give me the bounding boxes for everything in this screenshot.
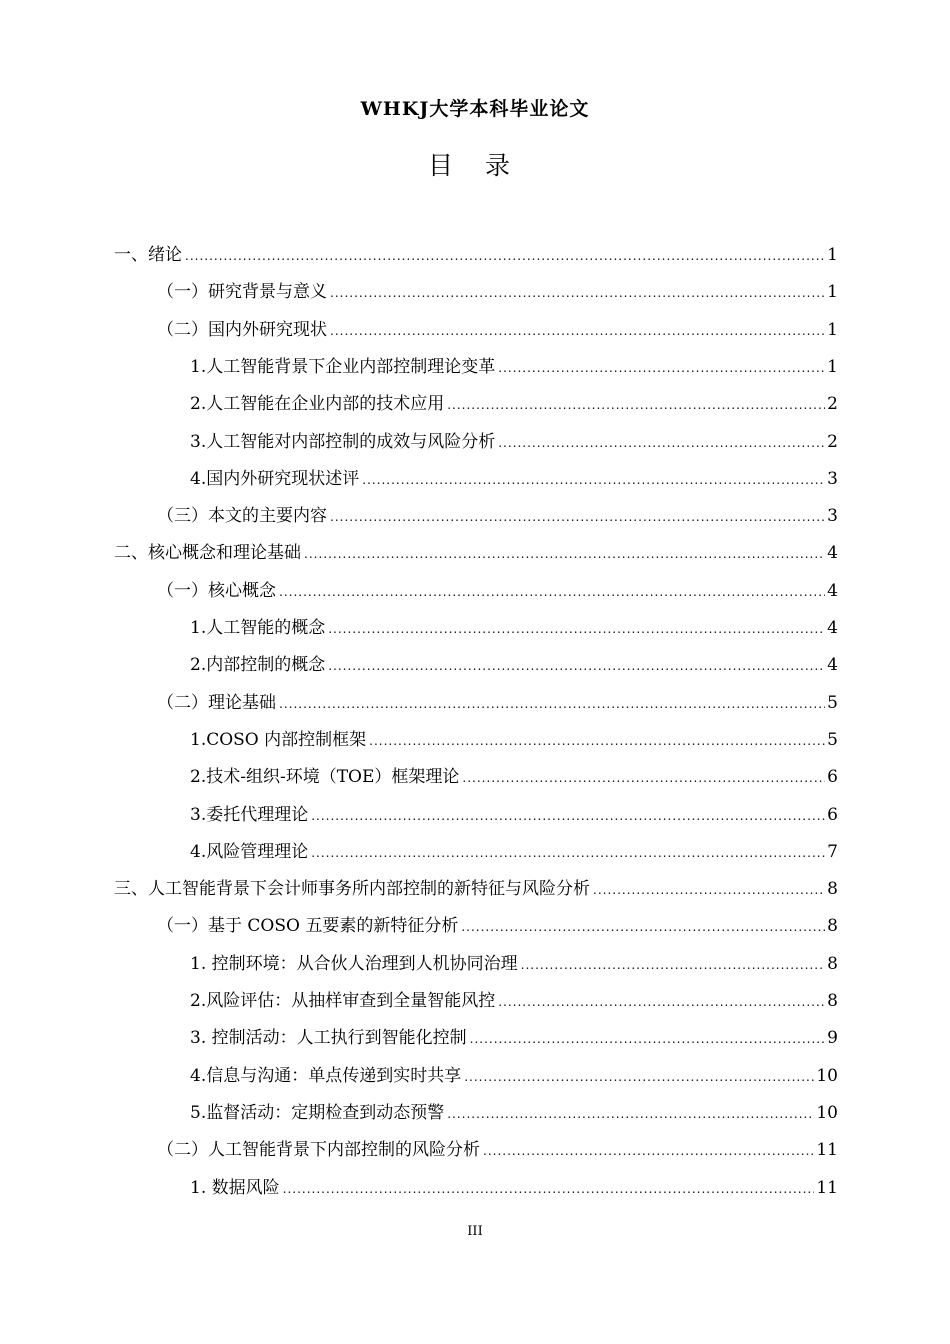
toc-entry[interactable]	[190, 356, 838, 378]
toc-entry[interactable]	[190, 617, 838, 639]
page-number: III	[467, 1224, 483, 1239]
toc-entry-page: 11	[816, 1140, 838, 1161]
toc-entry-label: 三、人工智能背景下会计师事务所内部控制的新特征与风险分析	[114, 879, 590, 900]
toc-leader-dots	[330, 506, 825, 528]
toc-leader-dots	[461, 916, 825, 938]
toc-entry[interactable]	[114, 878, 838, 900]
toc-leader-dots	[369, 730, 825, 752]
toc-entry[interactable]	[190, 1027, 838, 1049]
toc-entry[interactable]	[190, 393, 838, 415]
toc-entry-label: （二）理论基础	[157, 692, 276, 713]
toc-entry[interactable]	[114, 542, 838, 564]
toc-entry[interactable]	[190, 990, 838, 1012]
toc-entry[interactable]	[190, 953, 838, 975]
toc-entry[interactable]	[157, 915, 838, 937]
toc-entry-page: 8	[827, 991, 838, 1011]
toc-leader-dots	[483, 1140, 814, 1162]
toc-leader-dots	[279, 693, 825, 715]
toc-entry-label: （三）本文的主要内容	[157, 506, 327, 527]
toc-entry-page: 2	[827, 394, 838, 415]
toc-leader-dots	[447, 394, 825, 416]
toc-entry-label: （二）人工智能背景下内部控制的风险分析	[157, 1140, 480, 1161]
toc-entry-page: 9	[827, 1028, 838, 1049]
toc-leader-dots	[311, 842, 825, 864]
toc-entry-page: 10	[816, 1065, 838, 1086]
toc-entry-page: 1	[827, 245, 838, 265]
toc-entry[interactable]	[114, 244, 838, 266]
toc-leader-dots	[470, 1028, 826, 1050]
toc-leader-dots	[304, 543, 825, 565]
toc-entry-page: 3	[827, 506, 838, 527]
toc-entry[interactable]	[190, 654, 838, 676]
toc-leader-dots	[464, 1066, 814, 1088]
document-header: WHKJ大学本科毕业论文	[360, 98, 590, 120]
toc-entry-label: 1.人工智能背景下企业内部控制理论变革	[190, 356, 496, 377]
toc-leader-dots	[311, 805, 825, 827]
toc-entry-page: 7	[827, 841, 838, 862]
toc-entry-label: 1.人工智能的概念	[190, 618, 326, 638]
toc-entry-page: 4	[827, 618, 838, 638]
toc-leader-dots	[498, 432, 825, 454]
toc-leader-dots	[521, 954, 826, 976]
toc-entry[interactable]	[190, 431, 838, 453]
toc-entry-label: 1. 控制环境：从合伙人治理到人机协同治理	[190, 953, 518, 974]
toc-entry-label: （一）基于 COSO 五要素的新特征分析	[157, 916, 459, 937]
toc-title: 目 录	[428, 151, 522, 180]
toc-entry-label: （二）国内外研究现状	[157, 319, 327, 340]
toc-entry-page: 8	[827, 879, 838, 900]
toc-entry-page: 10	[816, 1102, 838, 1123]
toc-entry-label: （一）核心概念	[157, 580, 276, 601]
toc-entry-page: 5	[827, 692, 838, 713]
toc-entry-label: 3. 控制活动：人工执行到智能化控制	[190, 1028, 467, 1049]
toc-entry-label: 2.内部控制的概念	[190, 655, 326, 676]
toc-entry-label: 1.COSO 内部控制框架	[190, 729, 367, 750]
toc-entry[interactable]	[190, 804, 838, 826]
toc-entry[interactable]	[157, 505, 838, 527]
toc-entry[interactable]	[190, 1102, 838, 1124]
toc-leader-dots	[498, 991, 825, 1013]
toc-leader-dots	[447, 1103, 814, 1125]
toc-entry[interactable]	[190, 729, 838, 751]
toc-entry-page: 5	[827, 729, 838, 750]
toc-entry-page: 2	[827, 431, 838, 452]
toc-entry-page: 8	[827, 953, 838, 974]
toc-entry-page: 6	[827, 767, 838, 788]
toc-leader-dots	[330, 282, 825, 304]
toc-entry-label: 1. 数据风险	[190, 1177, 280, 1198]
toc-entry-label: 5.监督活动：定期检查到动态预警	[190, 1102, 445, 1123]
toc-entry-page: 1	[827, 319, 838, 340]
toc-leader-dots	[185, 245, 825, 267]
toc-entry-label: 4.信息与沟通：单点传递到实时共享	[190, 1065, 462, 1086]
toc-entry[interactable]	[157, 692, 838, 714]
toc-entry[interactable]	[190, 766, 838, 788]
toc-entry-label: 4.国内外研究现状述评	[190, 468, 360, 489]
toc-entry-label: 2.技术-组织-环境（TOE）框架理论	[190, 767, 460, 788]
toc-entry-page: 8	[827, 916, 838, 937]
toc-entry[interactable]	[157, 319, 838, 341]
toc-entry-page: 4	[827, 543, 838, 564]
toc-entry-label: 一、绪论	[114, 245, 182, 265]
toc-entry[interactable]	[157, 281, 838, 303]
toc-entry-label: 二、核心概念和理论基础	[114, 543, 301, 564]
toc-leader-dots	[330, 320, 825, 342]
toc-entry[interactable]	[190, 468, 838, 490]
toc-leader-dots	[593, 879, 825, 901]
toc-leader-dots	[462, 767, 825, 789]
toc-entry[interactable]	[190, 1065, 838, 1087]
toc-entry-page: 4	[827, 655, 838, 676]
toc-entry-label: 2.人工智能在企业内部的技术应用	[190, 394, 445, 415]
toc-entry[interactable]	[157, 580, 838, 602]
toc-entry-page: 1	[827, 356, 838, 377]
toc-entry-page: 6	[827, 804, 838, 825]
toc-leader-dots	[283, 1178, 815, 1200]
toc-leader-dots	[362, 469, 825, 491]
toc-entry-page: 11	[816, 1177, 838, 1198]
toc-entry-page: 4	[827, 580, 838, 601]
toc-leader-dots	[279, 581, 825, 603]
toc-leader-dots	[328, 618, 825, 640]
toc-entry-label: 4.风险管理理论	[190, 841, 309, 862]
toc-entry[interactable]	[190, 841, 838, 863]
toc-entry[interactable]	[190, 1177, 838, 1199]
toc-leader-dots	[498, 357, 825, 379]
toc-entry-label: （一）研究背景与意义	[157, 282, 327, 303]
toc-leader-dots	[328, 655, 825, 677]
toc-entry-label: 3.委托代理理论	[190, 804, 309, 825]
toc-entry-page: 1	[827, 282, 838, 303]
toc-entry-label: 2.风险评估：从抽样审查到全量智能风控	[190, 991, 496, 1011]
toc-entry[interactable]	[157, 1139, 838, 1161]
toc-entry-page: 3	[827, 468, 838, 489]
toc-entry-label: 3.人工智能对内部控制的成效与风险分析	[190, 431, 496, 452]
